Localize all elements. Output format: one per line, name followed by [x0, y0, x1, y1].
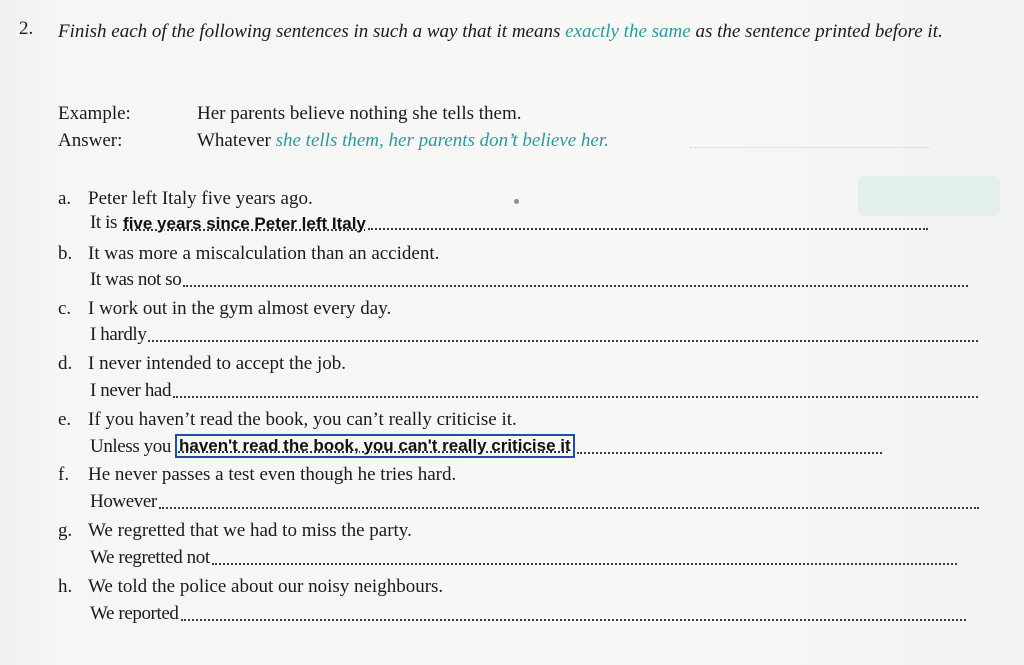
item-letter: d. [58, 353, 73, 374]
item-letter: c. [58, 298, 72, 319]
item-stem: Unless you [90, 436, 171, 457]
item-sentence: It was more a miscalculation than an accident. [88, 243, 440, 264]
item-d-answer-field[interactable] [173, 395, 978, 398]
item-a-answer-row [90, 212, 928, 234]
item-f-prompt [58, 464, 456, 486]
item-letter: e. [58, 409, 72, 430]
item-g-answer-row [90, 547, 957, 569]
item-f-answer-row [90, 491, 979, 513]
item-g-prompt [58, 520, 412, 542]
item-stem: However [90, 491, 157, 512]
example-dotted-line [690, 147, 930, 148]
item-d-prompt [58, 353, 346, 375]
answer-completion: she tells them, her parents don’t believe her. [275, 130, 609, 151]
item-h-answer-field[interactable] [181, 618, 966, 621]
item-h-prompt [58, 576, 443, 598]
item-d-answer-row [90, 380, 978, 402]
item-a-prompt [58, 188, 313, 210]
item-stem: I hardly [90, 324, 147, 345]
question-number: 2. [19, 18, 34, 39]
answer-label: Answer: [58, 130, 123, 151]
item-b-answer-row [90, 269, 968, 291]
speck [514, 199, 519, 204]
item-sentence: He never passes a test even though he tries hard. [88, 464, 457, 485]
item-stem: I never had [90, 380, 172, 401]
item-sentence: Peter left Italy five years ago. [88, 188, 313, 209]
item-letter: b. [58, 243, 73, 264]
item-sentence: I never intended to accept the job. [88, 353, 346, 374]
item-stem: It is [90, 212, 118, 233]
item-c-prompt [58, 298, 391, 320]
item-stem: We regretted not [90, 547, 210, 568]
item-sentence: If you haven’t read the book, you can’t really criticise it. [88, 409, 517, 430]
answer-dotted-line [577, 451, 882, 454]
answer-stem: Whatever [197, 130, 276, 151]
item-h-answer-row [90, 603, 966, 625]
instruction-text: Finish each of the following sentences in such a way that it means [58, 21, 566, 42]
item-letter: g. [58, 520, 73, 541]
item-e-answer-field[interactable]: haven't read the book, you can't really criticise it [175, 434, 575, 458]
example-label: Example: [58, 103, 131, 124]
item-letter: a. [58, 188, 72, 209]
question-instruction [58, 18, 1013, 46]
item-stem: It was not so [90, 269, 182, 290]
answer-dotted-line [368, 227, 928, 230]
item-b-prompt [58, 243, 439, 265]
item-c-answer-field[interactable] [148, 339, 978, 342]
bleed-through-box [858, 176, 1000, 216]
item-letter: f. [58, 464, 70, 485]
item-b-answer-field[interactable] [183, 284, 968, 287]
item-sentence: I work out in the gym almost every day. [88, 298, 392, 319]
item-a-answer-field[interactable]: five years since Peter left Italy [123, 214, 366, 233]
item-f-answer-field[interactable] [159, 506, 979, 509]
item-sentence: We told the police about our noisy neighbours. [88, 576, 444, 597]
instruction-emphasis: exactly the same [565, 21, 691, 42]
item-letter: h. [58, 576, 73, 597]
example-sentence: Her parents believe nothing she tells them. [197, 103, 522, 124]
item-stem: We reported [90, 603, 179, 624]
item-c-answer-row [90, 324, 978, 346]
instruction-text-end: as the sentence printed before it. [690, 21, 943, 42]
item-e-prompt [58, 409, 517, 431]
item-g-answer-field[interactable] [212, 562, 957, 565]
item-e-answer-row [90, 434, 882, 458]
item-sentence: We regretted that we had to miss the party. [88, 520, 412, 541]
example-answer [197, 130, 609, 152]
